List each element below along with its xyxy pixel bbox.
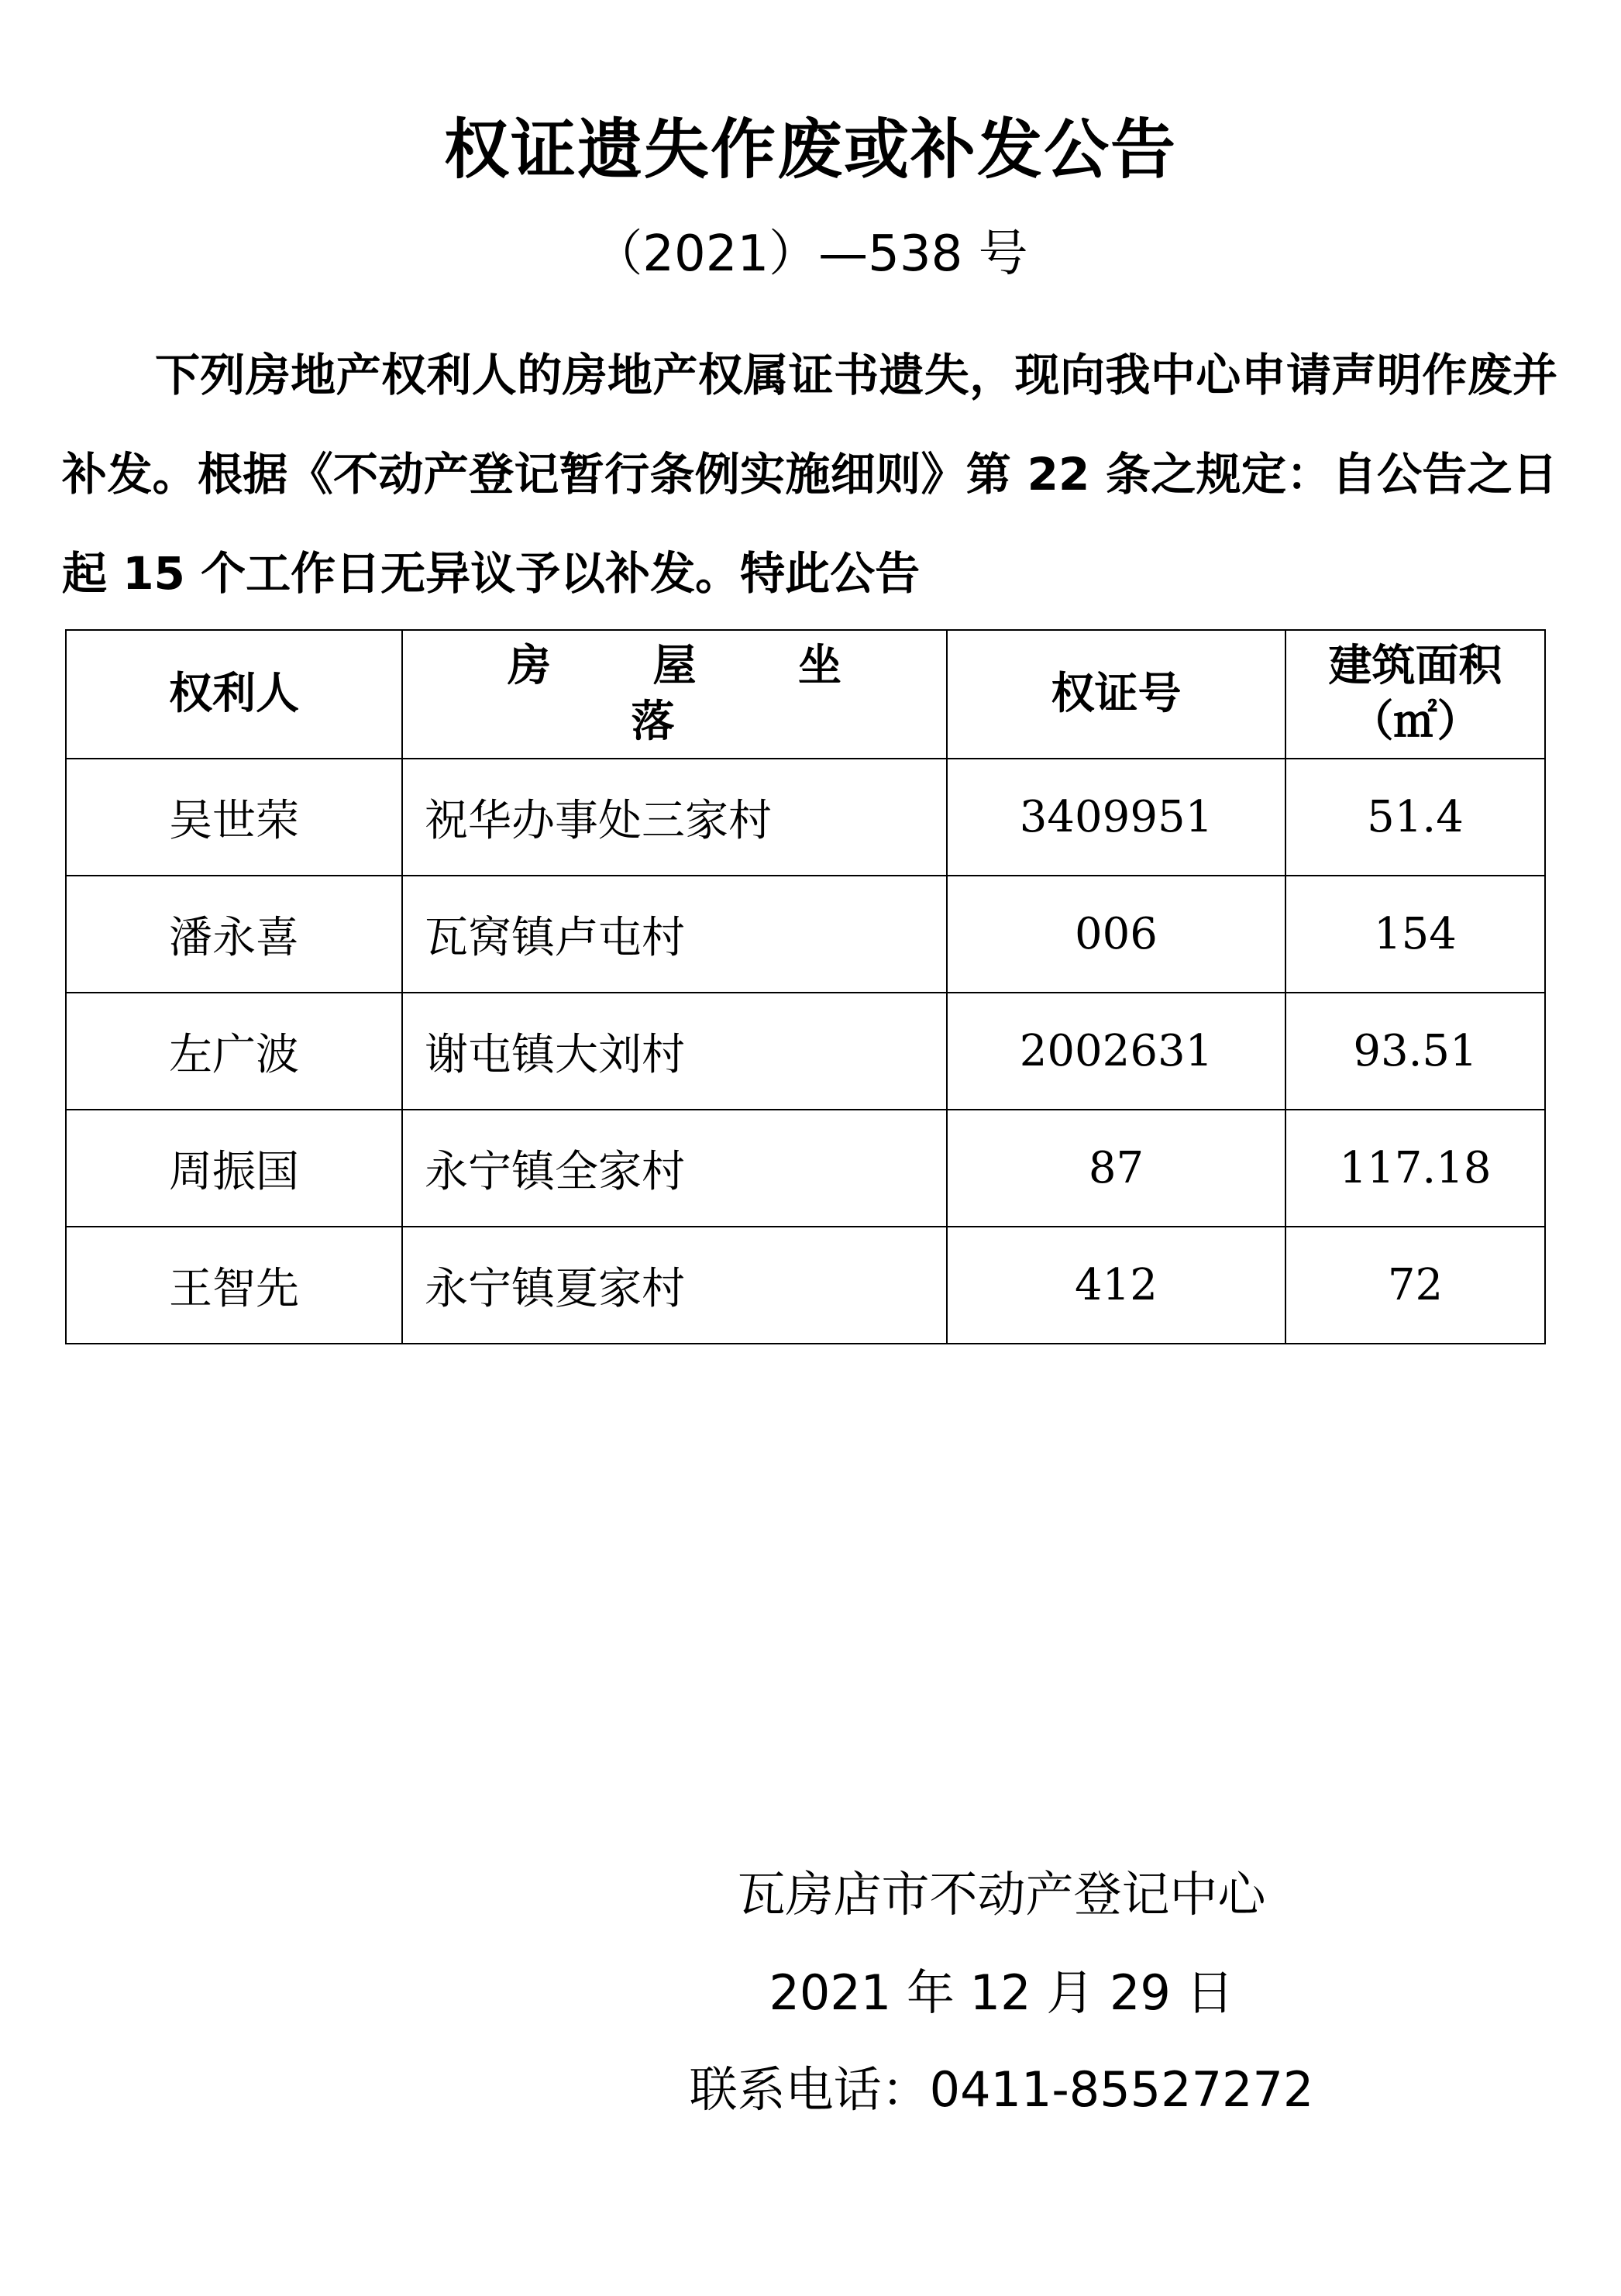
area-cell: 93.51	[1285, 993, 1545, 1110]
notice-body: 下列房地产权利人的房地产权属证书遗失，现向我中心申请声明作废并补发。根据《不动产登记暂行条例实施细则》第 22 条之规定：自公告之日起 15 个工作日无异议予以补发。特此公告	[62, 349, 1557, 600]
cert-no-cell: 2002631	[947, 993, 1285, 1110]
owner-cell: 潘永喜	[66, 876, 402, 993]
location-cell: 永宁镇夏家村	[402, 1227, 947, 1344]
location-cell: 瓦窝镇卢屯村	[402, 876, 947, 993]
cert-no-cell: 3409951	[947, 759, 1285, 876]
owner-cell: 左广波	[66, 993, 402, 1110]
area-cell: 154	[1285, 876, 1545, 993]
header-cert-no: 权证号	[947, 630, 1285, 759]
issuing-organization: 瓦房店市不动产登记中心	[737, 1866, 1266, 1923]
cert-no-cell: 412	[947, 1227, 1285, 1344]
table-row	[66, 759, 1545, 876]
issue-date: 2021 年 12 月 29 日	[769, 1964, 1234, 2021]
header-owner: 权利人	[66, 630, 402, 759]
owner-cell: 王智先	[66, 1227, 402, 1344]
owner-cell: 吴世荣	[66, 759, 402, 876]
location-cell: 祝华办事处三家村	[402, 759, 947, 876]
notice-number: （2021）—538 号	[593, 225, 1028, 283]
cert-no-cell: 006	[947, 876, 1285, 993]
table-row	[66, 1110, 1545, 1227]
header-area-unit: （㎡）	[1350, 697, 1481, 747]
location-cell: 谢屯镇大刘村	[402, 993, 947, 1110]
area-cell: 51.4	[1285, 759, 1545, 876]
cert-no-cell: 87	[947, 1110, 1285, 1227]
contact-phone: 联系电话：0411-85527272	[689, 2061, 1314, 2118]
table-row	[66, 993, 1545, 1110]
header-location-label: 房 屋 坐 落	[508, 641, 885, 747]
header-area	[1285, 630, 1545, 759]
location-cell: 永宁镇全家村	[402, 1110, 947, 1227]
header-location	[402, 630, 947, 759]
table-header-row	[66, 630, 1545, 759]
area-cell: 117.18	[1285, 1110, 1545, 1227]
records-table	[65, 629, 1546, 1344]
table-row	[66, 1227, 1545, 1344]
header-area-label: 建筑面积	[1328, 641, 1502, 691]
table-row	[66, 876, 1545, 993]
notice-title: 权证遗失作废或补发公告	[443, 112, 1177, 188]
area-cell: 72	[1285, 1227, 1545, 1344]
owner-cell: 周振国	[66, 1110, 402, 1227]
